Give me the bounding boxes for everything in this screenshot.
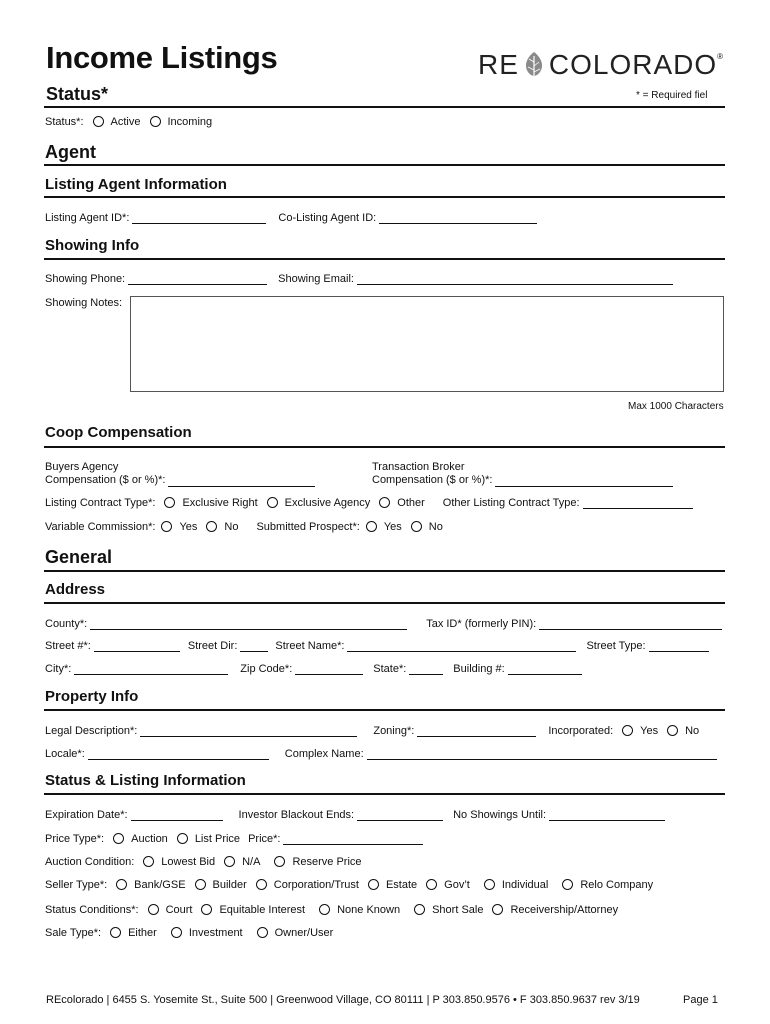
legal-description-row bbox=[45, 725, 699, 737]
investor-blackout-label: Investor Blackout Ends: bbox=[238, 809, 355, 821]
seller-type-label: Seller Type*: bbox=[45, 879, 108, 891]
status-section-title: Status* bbox=[46, 84, 109, 104]
seller-builder-label: Builder bbox=[212, 879, 247, 891]
street-name-label: Street Name*: bbox=[275, 640, 345, 652]
sale-either-radio[interactable] bbox=[110, 927, 121, 938]
street-dir-field[interactable] bbox=[240, 640, 268, 652]
listing-agent-id-label: Listing Agent ID*: bbox=[45, 212, 130, 224]
auction-na-label: N/A bbox=[242, 856, 261, 868]
status-listing-info-title: Status & Listing Information bbox=[45, 772, 246, 789]
street-name-field[interactable] bbox=[347, 640, 576, 652]
exclusive-agency-radio[interactable] bbox=[267, 497, 278, 508]
listing-agent-id-field[interactable] bbox=[132, 212, 266, 224]
showing-email-field[interactable] bbox=[357, 273, 673, 285]
seller-builder-radio[interactable] bbox=[195, 879, 206, 890]
state-label: State*: bbox=[373, 663, 407, 675]
complex-name-field[interactable] bbox=[367, 748, 717, 760]
exclusive-right-label: Exclusive Right bbox=[182, 497, 258, 509]
status-conditions-row bbox=[45, 904, 618, 916]
transaction-broker-block bbox=[372, 461, 673, 487]
general-section-title: General bbox=[45, 547, 113, 567]
co-listing-agent-id-label: Co-Listing Agent ID: bbox=[278, 212, 377, 224]
sale-investment-radio[interactable] bbox=[171, 927, 182, 938]
auction-na-radio[interactable] bbox=[224, 856, 235, 867]
price-type-row bbox=[45, 833, 423, 845]
status-active-radio[interactable] bbox=[93, 116, 104, 127]
street-row bbox=[45, 640, 709, 652]
city-field[interactable] bbox=[74, 663, 228, 675]
divider bbox=[44, 258, 725, 260]
county-field[interactable] bbox=[90, 618, 407, 630]
footer-address: REcolorado | 6455 S. Yosemite St., Suite 500 | Greenwood Village, CO 80111 | P 303.850.9576 • F 303.850.9637 rev 3/19 bbox=[46, 994, 640, 1006]
locale-label: Locale*: bbox=[45, 748, 85, 760]
submitted-prospect-yes-radio[interactable] bbox=[366, 521, 377, 532]
agent-section-title: Agent bbox=[45, 142, 96, 162]
status-incoming-radio[interactable] bbox=[150, 116, 161, 127]
street-type-label: Street Type: bbox=[586, 640, 646, 652]
status-incoming-label: Incoming bbox=[167, 116, 213, 128]
showing-notes-textarea[interactable] bbox=[130, 296, 724, 392]
variable-commission-yes-label: Yes bbox=[179, 521, 198, 533]
divider bbox=[44, 793, 725, 795]
variable-commission-label: Variable Commission*: bbox=[45, 521, 156, 533]
showing-phone-field[interactable] bbox=[128, 273, 267, 285]
registered-mark: ® bbox=[717, 52, 724, 61]
auction-condition-row bbox=[45, 856, 362, 868]
zoning-field[interactable] bbox=[417, 725, 536, 737]
no-showings-until-label: No Showings Until: bbox=[453, 809, 547, 821]
sale-owner-user-radio[interactable] bbox=[257, 927, 268, 938]
price-type-label: Price Type*: bbox=[45, 833, 105, 845]
seller-estate-radio[interactable] bbox=[368, 879, 379, 890]
no-showings-until-field[interactable] bbox=[549, 809, 665, 821]
zip-code-field[interactable] bbox=[295, 663, 363, 675]
divider bbox=[44, 602, 725, 604]
seller-relo-company-label: Relo Company bbox=[580, 879, 654, 891]
dates-row bbox=[45, 809, 665, 821]
state-field[interactable] bbox=[409, 663, 443, 675]
sale-type-label: Sale Type*: bbox=[45, 927, 102, 939]
logo-right-text: COLORADO bbox=[548, 49, 718, 80]
seller-govt-label: Gov’t bbox=[444, 879, 470, 891]
exclusive-right-radio[interactable] bbox=[164, 497, 175, 508]
building-label: Building #: bbox=[453, 663, 505, 675]
status-equitable-interest-label: Equitable Interest bbox=[219, 904, 306, 916]
other-contract-label: Other bbox=[397, 497, 425, 509]
max-characters-note: Max 1000 Characters bbox=[628, 401, 724, 412]
street-number-field[interactable] bbox=[94, 640, 180, 652]
price-field[interactable] bbox=[283, 833, 423, 845]
legal-description-label: Legal Description*: bbox=[45, 725, 138, 737]
other-listing-contract-type-label: Other Listing Contract Type: bbox=[442, 497, 580, 509]
building-field[interactable] bbox=[508, 663, 582, 675]
page-number: Page 1 bbox=[683, 994, 718, 1006]
co-listing-agent-id-field[interactable] bbox=[379, 212, 537, 224]
status-label: Status*: bbox=[45, 116, 84, 128]
status-active-label: Active bbox=[110, 116, 141, 128]
legal-description-field[interactable] bbox=[140, 725, 357, 737]
seller-corporation-trust-radio[interactable] bbox=[256, 879, 267, 890]
price-type-list-price-radio[interactable] bbox=[177, 833, 188, 844]
listing-agent-info-title: Listing Agent Information bbox=[45, 176, 227, 193]
coop-compensation-title: Coop Compensation bbox=[45, 424, 192, 441]
listing-agent-row bbox=[45, 212, 537, 224]
status-row bbox=[45, 116, 212, 128]
seller-individual-radio[interactable] bbox=[484, 879, 495, 890]
page-title: Income Listings bbox=[46, 40, 278, 75]
seller-bank-gse-radio[interactable] bbox=[116, 879, 127, 890]
divider bbox=[44, 164, 725, 166]
address-title: Address bbox=[45, 581, 106, 598]
seller-estate-label: Estate bbox=[385, 879, 418, 891]
buyers-agency-compensation-field[interactable] bbox=[168, 475, 315, 487]
divider bbox=[44, 709, 725, 711]
transaction-broker-compensation-field[interactable] bbox=[495, 475, 673, 487]
recolorado-logo bbox=[478, 48, 723, 82]
incorporated-no-label: No bbox=[685, 725, 700, 737]
divider bbox=[44, 446, 725, 448]
expiration-date-field[interactable] bbox=[131, 809, 223, 821]
listing-contract-type-row bbox=[45, 497, 693, 509]
tax-id-label: Tax ID* (formerly PIN): bbox=[426, 618, 537, 630]
street-dir-label: Street Dir: bbox=[187, 640, 238, 652]
status-equitable-interest-radio[interactable] bbox=[201, 904, 212, 915]
incorporated-yes-radio[interactable] bbox=[622, 725, 633, 736]
logo-left-text: RE bbox=[478, 49, 519, 80]
status-receivership-attorney-radio[interactable] bbox=[492, 904, 503, 915]
aspen-leaf-icon bbox=[521, 50, 547, 80]
auction-lowest-bid-label: Lowest Bid bbox=[161, 856, 216, 868]
sale-type-row bbox=[45, 927, 333, 939]
status-short-sale-label: Short Sale bbox=[432, 904, 484, 916]
sale-either-label: Either bbox=[128, 927, 157, 939]
buyers-agency-block bbox=[45, 461, 315, 487]
locale-field[interactable] bbox=[88, 748, 269, 760]
seller-type-row bbox=[45, 879, 653, 891]
submitted-prospect-label: Submitted Prospect*: bbox=[256, 521, 360, 533]
other-contract-radio[interactable] bbox=[379, 497, 390, 508]
auction-reserve-price-radio[interactable] bbox=[274, 856, 285, 867]
street-type-field[interactable] bbox=[649, 640, 709, 652]
divider bbox=[44, 196, 725, 198]
county-row bbox=[45, 618, 722, 630]
sale-investment-label: Investment bbox=[188, 927, 243, 939]
sale-owner-user-label: Owner/User bbox=[274, 927, 334, 939]
price-type-list-price-label: List Price bbox=[194, 833, 241, 845]
status-conditions-label: Status Conditions*: bbox=[45, 904, 139, 916]
variable-commission-no-radio[interactable] bbox=[206, 521, 217, 532]
variable-commission-yes-radio[interactable] bbox=[161, 521, 172, 532]
exclusive-agency-label: Exclusive Agency bbox=[284, 497, 371, 509]
complex-name-label: Complex Name: bbox=[284, 748, 364, 760]
status-short-sale-radio[interactable] bbox=[414, 904, 425, 915]
other-listing-contract-type-field[interactable] bbox=[583, 497, 693, 509]
buyers-agency-compensation-label: Compensation ($ or %)*: bbox=[45, 474, 166, 486]
showing-info-title: Showing Info bbox=[45, 237, 140, 254]
divider bbox=[44, 106, 725, 108]
submitted-prospect-no-label: No bbox=[428, 521, 443, 533]
property-info-title: Property Info bbox=[45, 688, 139, 705]
seller-govt-radio[interactable] bbox=[426, 879, 437, 890]
locale-row bbox=[45, 748, 717, 760]
zoning-label: Zoning*: bbox=[373, 725, 415, 737]
seller-bank-gse-label: Bank/GSE bbox=[134, 879, 186, 891]
incorporated-no-radio[interactable] bbox=[667, 725, 678, 736]
tax-id-field[interactable] bbox=[539, 618, 722, 630]
investor-blackout-field[interactable] bbox=[357, 809, 443, 821]
price-type-auction-radio[interactable] bbox=[113, 833, 124, 844]
auction-lowest-bid-radio[interactable] bbox=[143, 856, 154, 867]
seller-individual-label: Individual bbox=[501, 879, 549, 891]
divider bbox=[44, 570, 725, 572]
zip-code-label: Zip Code*: bbox=[240, 663, 293, 675]
buyers-agency-label: Buyers Agency bbox=[45, 461, 119, 473]
expiration-date-label: Expiration Date*: bbox=[45, 809, 128, 821]
price-type-auction-label: Auction bbox=[131, 833, 168, 845]
status-none-known-radio[interactable] bbox=[319, 904, 330, 915]
showing-notes-label: Showing Notes: bbox=[45, 297, 123, 309]
status-court-label: Court bbox=[165, 904, 193, 916]
street-number-label: Street #*: bbox=[45, 640, 91, 652]
seller-corporation-trust-label: Corporation/Trust bbox=[273, 879, 359, 891]
showing-email-label: Showing Email: bbox=[278, 273, 354, 285]
status-court-radio[interactable] bbox=[148, 904, 159, 915]
county-label: County*: bbox=[45, 618, 88, 630]
incorporated-label: Incorporated: bbox=[548, 725, 614, 737]
variable-commission-row bbox=[45, 521, 443, 533]
variable-commission-no-label: No bbox=[224, 521, 239, 533]
status-receivership-attorney-label: Receivership/Attorney bbox=[510, 904, 619, 916]
showing-row bbox=[45, 273, 673, 285]
showing-phone-label: Showing Phone: bbox=[45, 273, 126, 285]
submitted-prospect-no-radio[interactable] bbox=[411, 521, 422, 532]
submitted-prospect-yes-label: Yes bbox=[383, 521, 402, 533]
city-label: City*: bbox=[45, 663, 72, 675]
auction-reserve-price-label: Reserve Price bbox=[292, 856, 362, 868]
auction-condition-label: Auction Condition: bbox=[45, 856, 135, 868]
listing-contract-type-label: Listing Contract Type*: bbox=[45, 497, 156, 509]
transaction-broker-compensation-label: Compensation ($ or %)*: bbox=[372, 474, 493, 486]
incorporated-yes-label: Yes bbox=[640, 725, 659, 737]
status-none-known-label: None Known bbox=[337, 904, 401, 916]
price-label: Price*: bbox=[248, 833, 281, 845]
city-row bbox=[45, 663, 582, 675]
transaction-broker-label: Transaction Broker bbox=[372, 461, 465, 473]
seller-relo-company-radio[interactable] bbox=[562, 879, 573, 890]
required-note: * = Required fiel bbox=[636, 90, 708, 101]
